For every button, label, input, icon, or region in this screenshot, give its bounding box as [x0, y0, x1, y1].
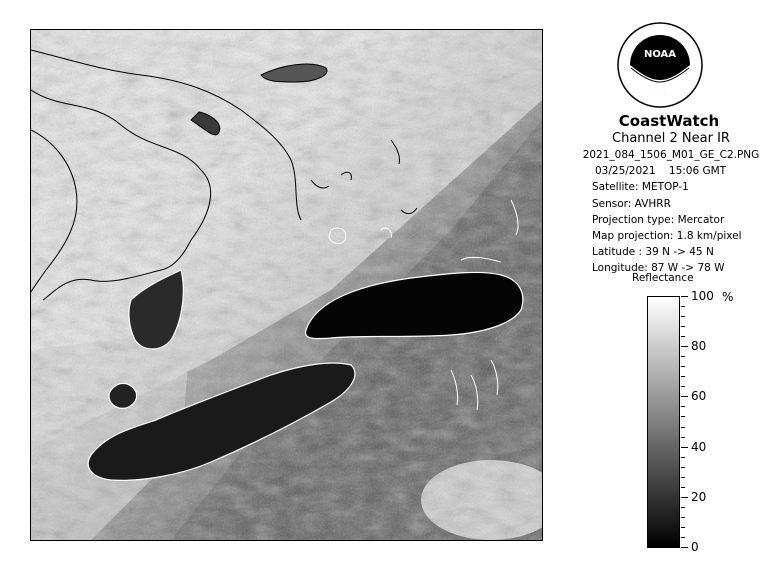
tick-minor — [681, 437, 685, 438]
tick-minor — [681, 487, 685, 488]
satellite-image — [31, 30, 542, 540]
tick-major — [681, 447, 688, 448]
tick-label: 100 — [691, 289, 714, 303]
legend-unit: % — [722, 290, 734, 304]
tick-minor — [681, 527, 685, 528]
tick-minor — [681, 537, 685, 538]
tick-minor — [681, 326, 685, 327]
colorbar-ticks — [681, 289, 741, 554]
tick-minor — [681, 467, 685, 468]
satellite-map — [30, 29, 543, 541]
tick-minor — [681, 406, 685, 407]
time: 15:06 GMT — [668, 165, 727, 178]
tick-label: 20 — [691, 490, 707, 504]
noaa-logo — [617, 22, 703, 108]
date-time — [560, 163, 782, 179]
tick-minor — [681, 386, 685, 387]
legend-title: Reflectance — [632, 272, 694, 284]
filename: 2021_084_1506_M01_GE_C2.PNG — [582, 149, 760, 161]
channel-subtitle: Channel 2 Near IR — [612, 131, 730, 146]
tick-minor — [681, 457, 685, 458]
tick-label: 80 — [691, 339, 707, 353]
tick-minor — [681, 477, 685, 478]
tick-label: 0 — [691, 540, 699, 554]
map-projection: Map projection: 1.8 km/pixel — [592, 230, 742, 243]
sensor: Sensor: AVHRR — [592, 197, 671, 210]
satellite: Satellite: METOP-1 — [592, 181, 689, 194]
tick-minor — [681, 306, 685, 307]
latitude-range: Latitude : 39 N -> 45 N — [592, 246, 714, 259]
tick-minor — [681, 336, 685, 337]
product-title: CoastWatch — [618, 112, 720, 130]
tick-label: 60 — [691, 389, 707, 403]
tick-major — [681, 296, 688, 297]
lake-st-clair — [109, 383, 136, 408]
tick-major — [681, 497, 688, 498]
tick-major — [681, 547, 688, 548]
tick-minor — [681, 376, 685, 377]
tick-minor — [681, 517, 685, 518]
tick-minor — [681, 427, 685, 428]
info-panel — [560, 112, 782, 277]
longitude-range: Longitude: 87 W -> 78 W — [592, 262, 725, 275]
date: 03/25/2021 — [595, 165, 656, 178]
reflectance-colorbar — [647, 296, 680, 548]
tick-major — [681, 346, 688, 347]
tick-label: 40 — [691, 440, 707, 454]
tick-minor — [681, 366, 685, 367]
tick-minor — [681, 416, 685, 417]
projection-type: Projection type: Mercator — [592, 213, 725, 226]
tick-major — [681, 396, 688, 397]
tick-minor — [681, 316, 685, 317]
tick-minor — [681, 507, 685, 508]
noaa-logo-text: NOAA — [643, 49, 677, 60]
tick-minor — [681, 356, 685, 357]
